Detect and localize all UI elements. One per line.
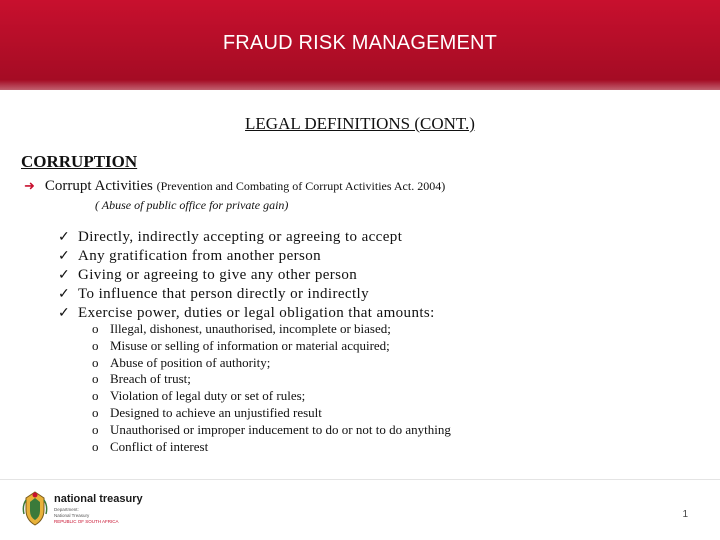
- list-item: o Illegal, dishonest, unauthorised, incomplete or biased;: [92, 321, 391, 336]
- check-icon: ✓: [58, 287, 71, 302]
- sub-list: [92, 321, 451, 455]
- brand-line: Department:: [54, 507, 79, 512]
- circle-bullet-icon: o: [92, 337, 99, 353]
- page-number: 1: [682, 509, 688, 520]
- check-icon: ✓: [58, 230, 71, 245]
- checklist: [58, 228, 435, 323]
- lead-note: ( Abuse of public office for private gain): [95, 198, 289, 212]
- brand-name: national treasury: [54, 493, 143, 505]
- check-icon: ✓: [58, 249, 71, 264]
- national-treasury-logo: [20, 490, 160, 530]
- coat-of-arms-icon: [20, 490, 50, 528]
- circle-bullet-icon: o: [92, 354, 99, 370]
- header-bar: [0, 0, 720, 90]
- list-item: o Violation of legal duty or set of rules;: [92, 388, 306, 404]
- lead-item: [24, 178, 445, 195]
- check-icon: ✓: [58, 268, 71, 283]
- footer-divider: [0, 479, 720, 480]
- brand-line: National Treasury: [54, 513, 90, 518]
- circle-bullet-icon: o: [92, 371, 99, 387]
- list-item: o Abuse of position of authority;: [92, 354, 271, 370]
- list-item: o Conflict of interest: [92, 438, 209, 454]
- slide-title: FRAUD RISK MANAGEMENT: [222, 32, 498, 54]
- list-item: o Unauthorised or improper inducement to do or not to do anything: [92, 421, 451, 437]
- circle-bullet-icon: o: [92, 438, 99, 454]
- lead-label: Corrupt Activities: [44, 178, 153, 194]
- list-item: ✓ Exercise power, duties or legal obligation that amounts:: [58, 305, 435, 321]
- list-item: ✓ Directly, indirectly accepting or agreeing to accept: [58, 229, 403, 245]
- section-heading: CORRUPTION: [21, 152, 138, 171]
- circle-bullet-icon: o: [92, 421, 99, 437]
- circle-bullet-icon: o: [92, 388, 99, 404]
- list-item: o Misuse or selling of information or material acquired;: [92, 337, 390, 353]
- slide-subtitle: LEGAL DEFINITIONS (CONT.): [245, 114, 475, 133]
- list-item: ✓ Any gratification from another person: [58, 248, 322, 264]
- check-icon: ✓: [58, 306, 71, 321]
- list-item: o Breach of trust;: [92, 371, 191, 387]
- circle-bullet-icon: o: [92, 321, 99, 336]
- lead-source: (Prevention and Combating of Corrupt Activities Act. 2004): [156, 179, 446, 193]
- arrow-bullet-icon: ➜: [24, 178, 35, 193]
- list-item: ✓ Giving or agreeing to give any other person: [58, 267, 358, 283]
- list-item: ✓ To influence that person directly or indirectly: [58, 286, 369, 302]
- circle-bullet-icon: o: [92, 404, 99, 420]
- brand-line: REPUBLIC OF SOUTH AFRICA: [54, 519, 119, 524]
- list-item: o Designed to achieve an unjustified result: [92, 404, 322, 420]
